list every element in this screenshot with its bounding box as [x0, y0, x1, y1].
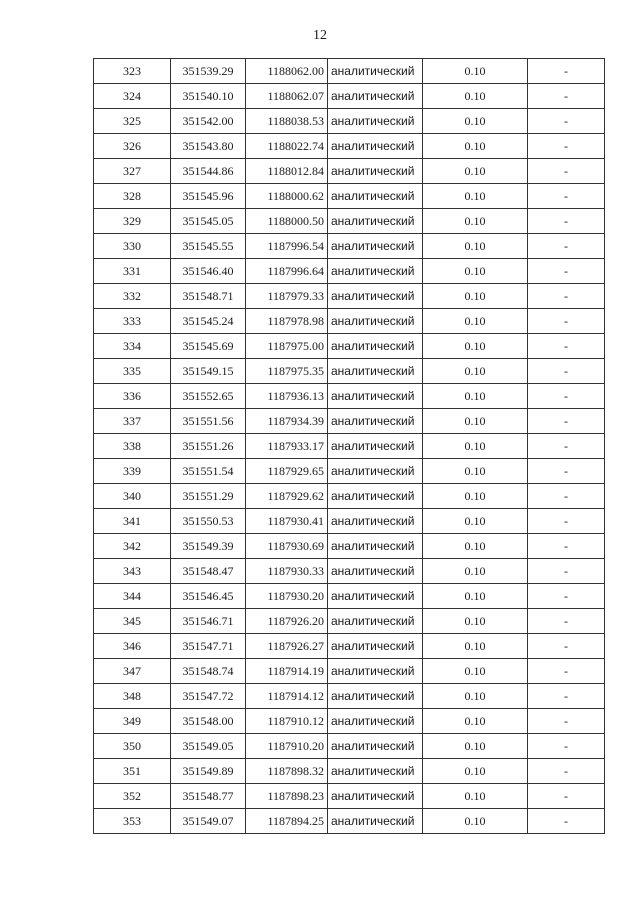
- note-cell: -: [528, 309, 605, 334]
- method-cell: аналитический: [328, 684, 423, 709]
- table-row: [94, 59, 605, 84]
- note-cell: -: [528, 284, 605, 309]
- y-coordinate-cell: 1188038.53: [246, 109, 328, 134]
- accuracy-cell: 0.10: [423, 84, 528, 109]
- table-row: [94, 659, 605, 684]
- point-number-cell: 345: [94, 609, 171, 634]
- x-coordinate-cell: 351552.65: [171, 384, 246, 409]
- y-coordinate-cell: 1187930.69: [246, 534, 328, 559]
- note-cell: -: [528, 684, 605, 709]
- y-coordinate-cell: 1188000.62: [246, 184, 328, 209]
- accuracy-cell: 0.10: [423, 609, 528, 634]
- accuracy-cell: 0.10: [423, 809, 528, 834]
- y-coordinate-cell: 1187910.20: [246, 734, 328, 759]
- table-row: [94, 409, 605, 434]
- x-coordinate-cell: 351546.71: [171, 609, 246, 634]
- accuracy-cell: 0.10: [423, 159, 528, 184]
- x-coordinate-cell: 351546.45: [171, 584, 246, 609]
- accuracy-cell: 0.10: [423, 509, 528, 534]
- method-cell: аналитический: [328, 559, 423, 584]
- method-cell: аналитический: [328, 109, 423, 134]
- x-coordinate-cell: 351551.54: [171, 459, 246, 484]
- table-row: [94, 159, 605, 184]
- point-number-cell: 334: [94, 334, 171, 359]
- method-cell: аналитический: [328, 209, 423, 234]
- x-coordinate-cell: 351545.96: [171, 184, 246, 209]
- y-coordinate-cell: 1187898.32: [246, 759, 328, 784]
- note-cell: -: [528, 709, 605, 734]
- table-row: [94, 734, 605, 759]
- method-cell: аналитический: [328, 84, 423, 109]
- note-cell: -: [528, 159, 605, 184]
- y-coordinate-cell: 1187929.62: [246, 484, 328, 509]
- y-coordinate-cell: 1187930.33: [246, 559, 328, 584]
- note-cell: -: [528, 434, 605, 459]
- accuracy-cell: 0.10: [423, 109, 528, 134]
- point-number-cell: 328: [94, 184, 171, 209]
- table-row: [94, 84, 605, 109]
- note-cell: -: [528, 584, 605, 609]
- note-cell: -: [528, 259, 605, 284]
- note-cell: -: [528, 634, 605, 659]
- y-coordinate-cell: 1187996.64: [246, 259, 328, 284]
- note-cell: -: [528, 234, 605, 259]
- x-coordinate-cell: 351548.77: [171, 784, 246, 809]
- table-row: [94, 259, 605, 284]
- y-coordinate-cell: 1188062.00: [246, 59, 328, 84]
- method-cell: аналитический: [328, 659, 423, 684]
- table-row: [94, 459, 605, 484]
- note-cell: -: [528, 134, 605, 159]
- table-row: [94, 584, 605, 609]
- method-cell: аналитический: [328, 509, 423, 534]
- accuracy-cell: 0.10: [423, 359, 528, 384]
- note-cell: -: [528, 209, 605, 234]
- point-number-cell: 336: [94, 384, 171, 409]
- method-cell: аналитический: [328, 134, 423, 159]
- point-number-cell: 331: [94, 259, 171, 284]
- note-cell: -: [528, 559, 605, 584]
- method-cell: аналитический: [328, 734, 423, 759]
- y-coordinate-cell: 1187979.33: [246, 284, 328, 309]
- y-coordinate-cell: 1188022.74: [246, 134, 328, 159]
- method-cell: аналитический: [328, 609, 423, 634]
- point-number-cell: 337: [94, 409, 171, 434]
- table-row: [94, 384, 605, 409]
- y-coordinate-cell: 1188012.84: [246, 159, 328, 184]
- point-number-cell: 333: [94, 309, 171, 334]
- table-row: [94, 559, 605, 584]
- method-cell: аналитический: [328, 784, 423, 809]
- x-coordinate-cell: 351548.00: [171, 709, 246, 734]
- x-coordinate-cell: 351549.39: [171, 534, 246, 559]
- note-cell: -: [528, 184, 605, 209]
- point-number-cell: 348: [94, 684, 171, 709]
- table-row: [94, 359, 605, 384]
- method-cell: аналитический: [328, 434, 423, 459]
- note-cell: -: [528, 784, 605, 809]
- accuracy-cell: 0.10: [423, 459, 528, 484]
- table-body: [94, 59, 605, 834]
- table-row: [94, 759, 605, 784]
- table-row: [94, 784, 605, 809]
- point-number-cell: 343: [94, 559, 171, 584]
- accuracy-cell: 0.10: [423, 184, 528, 209]
- accuracy-cell: 0.10: [423, 634, 528, 659]
- accuracy-cell: 0.10: [423, 234, 528, 259]
- method-cell: аналитический: [328, 309, 423, 334]
- accuracy-cell: 0.10: [423, 784, 528, 809]
- point-number-cell: 346: [94, 634, 171, 659]
- table-row: [94, 684, 605, 709]
- accuracy-cell: 0.10: [423, 259, 528, 284]
- x-coordinate-cell: 351551.26: [171, 434, 246, 459]
- accuracy-cell: 0.10: [423, 334, 528, 359]
- table-row: [94, 809, 605, 834]
- y-coordinate-cell: 1187898.23: [246, 784, 328, 809]
- y-coordinate-cell: 1187930.20: [246, 584, 328, 609]
- accuracy-cell: 0.10: [423, 709, 528, 734]
- method-cell: аналитический: [328, 59, 423, 84]
- accuracy-cell: 0.10: [423, 309, 528, 334]
- accuracy-cell: 0.10: [423, 734, 528, 759]
- x-coordinate-cell: 351545.05: [171, 209, 246, 234]
- y-coordinate-cell: 1187996.54: [246, 234, 328, 259]
- table-row: [94, 234, 605, 259]
- table-row: [94, 709, 605, 734]
- point-number-cell: 341: [94, 509, 171, 534]
- note-cell: -: [528, 109, 605, 134]
- x-coordinate-cell: 351545.55: [171, 234, 246, 259]
- note-cell: -: [528, 509, 605, 534]
- method-cell: аналитический: [328, 534, 423, 559]
- method-cell: аналитический: [328, 584, 423, 609]
- note-cell: -: [528, 409, 605, 434]
- table-row: [94, 634, 605, 659]
- point-number-cell: 349: [94, 709, 171, 734]
- point-number-cell: 332: [94, 284, 171, 309]
- x-coordinate-cell: 351551.29: [171, 484, 246, 509]
- y-coordinate-cell: 1187929.65: [246, 459, 328, 484]
- accuracy-cell: 0.10: [423, 684, 528, 709]
- point-number-cell: 352: [94, 784, 171, 809]
- note-cell: -: [528, 334, 605, 359]
- table-row: [94, 534, 605, 559]
- note-cell: -: [528, 484, 605, 509]
- accuracy-cell: 0.10: [423, 484, 528, 509]
- x-coordinate-cell: 351548.47: [171, 559, 246, 584]
- x-coordinate-cell: 351548.74: [171, 659, 246, 684]
- y-coordinate-cell: 1188000.50: [246, 209, 328, 234]
- point-number-cell: 344: [94, 584, 171, 609]
- x-coordinate-cell: 351543.80: [171, 134, 246, 159]
- note-cell: -: [528, 659, 605, 684]
- method-cell: аналитический: [328, 234, 423, 259]
- x-coordinate-cell: 351547.71: [171, 634, 246, 659]
- y-coordinate-cell: 1188062.07: [246, 84, 328, 109]
- y-coordinate-cell: 1187975.00: [246, 334, 328, 359]
- accuracy-cell: 0.10: [423, 659, 528, 684]
- point-number-cell: 353: [94, 809, 171, 834]
- point-number-cell: 351: [94, 759, 171, 784]
- point-number-cell: 350: [94, 734, 171, 759]
- x-coordinate-cell: 351549.07: [171, 809, 246, 834]
- method-cell: аналитический: [328, 284, 423, 309]
- point-number-cell: 326: [94, 134, 171, 159]
- accuracy-cell: 0.10: [423, 584, 528, 609]
- method-cell: аналитический: [328, 759, 423, 784]
- point-number-cell: 327: [94, 159, 171, 184]
- accuracy-cell: 0.10: [423, 284, 528, 309]
- y-coordinate-cell: 1187910.12: [246, 709, 328, 734]
- x-coordinate-cell: 351544.86: [171, 159, 246, 184]
- note-cell: -: [528, 459, 605, 484]
- point-number-cell: 347: [94, 659, 171, 684]
- accuracy-cell: 0.10: [423, 59, 528, 84]
- x-coordinate-cell: 351542.00: [171, 109, 246, 134]
- x-coordinate-cell: 351540.10: [171, 84, 246, 109]
- x-coordinate-cell: 351549.05: [171, 734, 246, 759]
- y-coordinate-cell: 1187978.98: [246, 309, 328, 334]
- point-number-cell: 323: [94, 59, 171, 84]
- table-row: [94, 109, 605, 134]
- y-coordinate-cell: 1187926.20: [246, 609, 328, 634]
- table-row: [94, 184, 605, 209]
- method-cell: аналитический: [328, 184, 423, 209]
- point-number-cell: 324: [94, 84, 171, 109]
- y-coordinate-cell: 1187894.25: [246, 809, 328, 834]
- accuracy-cell: 0.10: [423, 409, 528, 434]
- method-cell: аналитический: [328, 634, 423, 659]
- point-number-cell: 325: [94, 109, 171, 134]
- point-number-cell: 338: [94, 434, 171, 459]
- method-cell: аналитический: [328, 159, 423, 184]
- y-coordinate-cell: 1187914.19: [246, 659, 328, 684]
- y-coordinate-cell: 1187926.27: [246, 634, 328, 659]
- accuracy-cell: 0.10: [423, 534, 528, 559]
- point-number-cell: 340: [94, 484, 171, 509]
- x-coordinate-cell: 351549.89: [171, 759, 246, 784]
- y-coordinate-cell: 1187936.13: [246, 384, 328, 409]
- accuracy-cell: 0.10: [423, 384, 528, 409]
- point-number-cell: 330: [94, 234, 171, 259]
- note-cell: -: [528, 534, 605, 559]
- method-cell: аналитический: [328, 484, 423, 509]
- note-cell: -: [528, 84, 605, 109]
- x-coordinate-cell: 351545.69: [171, 334, 246, 359]
- page-number: 12: [313, 28, 327, 43]
- x-coordinate-cell: 351545.24: [171, 309, 246, 334]
- table-row: [94, 609, 605, 634]
- note-cell: -: [528, 359, 605, 384]
- note-cell: -: [528, 759, 605, 784]
- note-cell: -: [528, 809, 605, 834]
- table-row: [94, 334, 605, 359]
- coordinates-table: [93, 58, 605, 834]
- y-coordinate-cell: 1187930.41: [246, 509, 328, 534]
- table-row: [94, 134, 605, 159]
- point-number-cell: 335: [94, 359, 171, 384]
- method-cell: аналитический: [328, 259, 423, 284]
- method-cell: аналитический: [328, 459, 423, 484]
- table-row: [94, 209, 605, 234]
- note-cell: -: [528, 609, 605, 634]
- x-coordinate-cell: 351546.40: [171, 259, 246, 284]
- note-cell: -: [528, 384, 605, 409]
- point-number-cell: 329: [94, 209, 171, 234]
- accuracy-cell: 0.10: [423, 434, 528, 459]
- method-cell: аналитический: [328, 709, 423, 734]
- method-cell: аналитический: [328, 809, 423, 834]
- x-coordinate-cell: 351549.15: [171, 359, 246, 384]
- x-coordinate-cell: 351551.56: [171, 409, 246, 434]
- table-row: [94, 284, 605, 309]
- y-coordinate-cell: 1187975.35: [246, 359, 328, 384]
- method-cell: аналитический: [328, 359, 423, 384]
- x-coordinate-cell: 351550.53: [171, 509, 246, 534]
- point-number-cell: 339: [94, 459, 171, 484]
- accuracy-cell: 0.10: [423, 759, 528, 784]
- table-row: [94, 484, 605, 509]
- method-cell: аналитический: [328, 384, 423, 409]
- point-number-cell: 342: [94, 534, 171, 559]
- y-coordinate-cell: 1187934.39: [246, 409, 328, 434]
- note-cell: -: [528, 734, 605, 759]
- accuracy-cell: 0.10: [423, 559, 528, 584]
- x-coordinate-cell: 351548.71: [171, 284, 246, 309]
- table-row: [94, 509, 605, 534]
- note-cell: -: [528, 59, 605, 84]
- method-cell: аналитический: [328, 409, 423, 434]
- method-cell: аналитический: [328, 334, 423, 359]
- y-coordinate-cell: 1187914.12: [246, 684, 328, 709]
- table-row: [94, 434, 605, 459]
- x-coordinate-cell: 351539.29: [171, 59, 246, 84]
- y-coordinate-cell: 1187933.17: [246, 434, 328, 459]
- x-coordinate-cell: 351547.72: [171, 684, 246, 709]
- accuracy-cell: 0.10: [423, 134, 528, 159]
- accuracy-cell: 0.10: [423, 209, 528, 234]
- table-row: [94, 309, 605, 334]
